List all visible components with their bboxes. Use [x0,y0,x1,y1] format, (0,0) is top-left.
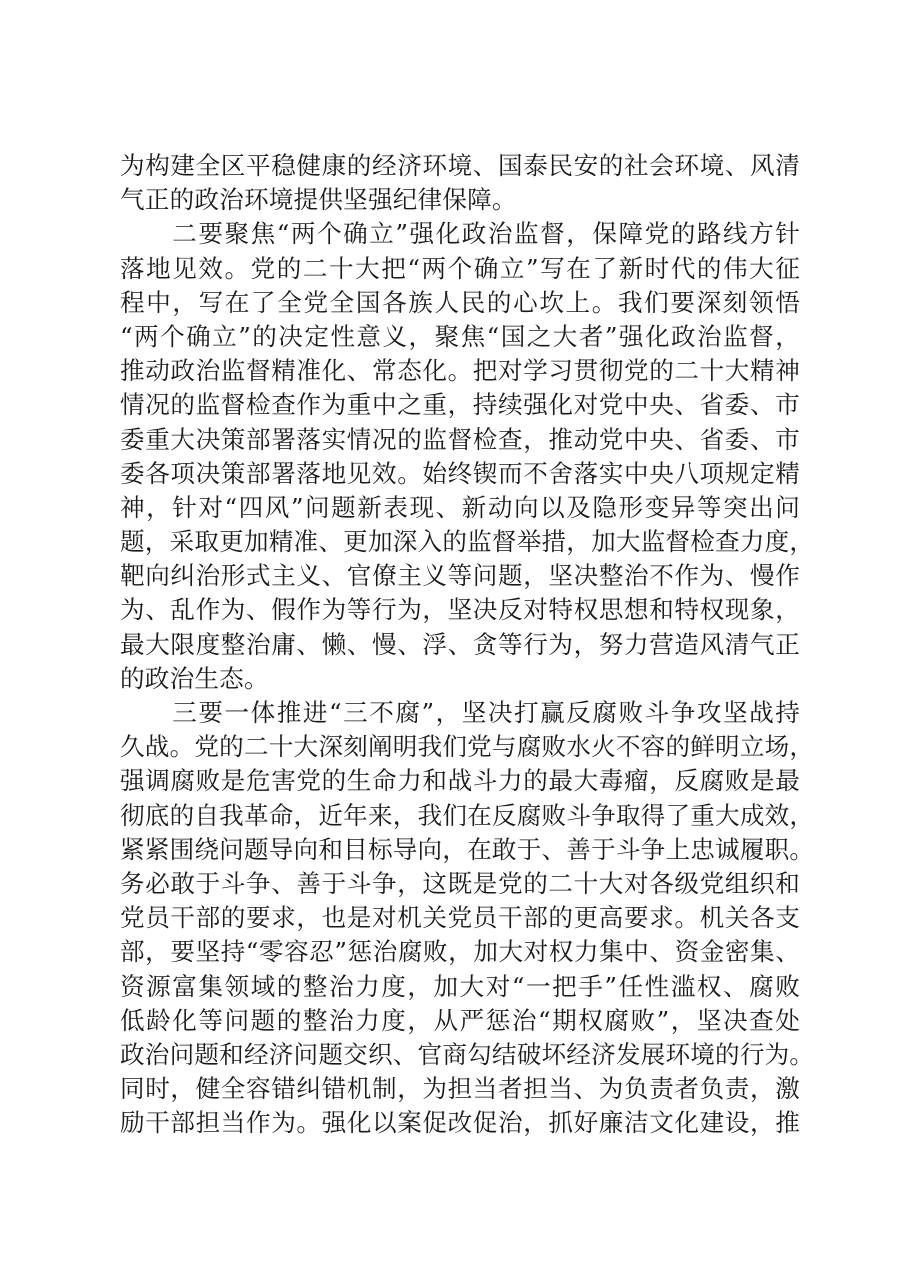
paragraph-start-line: 二要聚焦“两个确立”强化政治监督，保障党的路线方针 [120,219,800,249]
text-line: 久战。党的二十大深刻阐明我们党与腐败水火不容的鲜明立场， [120,732,815,762]
text-line: 情况的监督检查作为重中之重，持续强化对党中央、省委、市 [120,390,800,420]
text-line: 推动政治监督精准化、常态化。把对学习贯彻党的二十大精神 [120,356,800,386]
text-line: 题，采取更加精准、更加深入的监督举措，加大监督检查力度， [120,527,815,557]
text-line: 资源富集领域的整治力度，加大对“一把手”任性滥权、腐败 [120,971,800,1001]
text-line: 委重大决策部署落实情况的监督检查，推动党中央、省委、市 [120,424,800,454]
text-line: 的政治生态。 [120,663,269,693]
text-line: 最大限度整治庸、懒、慢、浮、贪等行为，努力营造风清气正 [120,629,800,659]
text-line: 务必敢于斗争、善于斗争，这既是党的二十大对各级党组织和 [120,868,800,898]
text-line: 政治问题和经济问题交织、官商勾结破坏经济发展环境的行为。 [120,1039,815,1069]
text-line: 励干部担当作为。强化以案促改促治，抓好廉洁文化建设，推 [120,1108,800,1138]
text-line: 为构建全区平稳健康的经济环境、国泰民安的社会环境、风清 [120,151,800,180]
text-line: 落地见效。党的二十大把“两个确立”写在了新时代的伟大征 [120,253,800,283]
text-line: 强调腐败是危害党的生命力和战斗力的最大毒瘤，反腐败是最 [120,766,800,796]
paragraph-start-line: 三要一体推进“三不腐”，坚决打赢反腐败斗争攻坚战持 [120,698,800,727]
text-line: 靶向纠治形式主义、官僚主义等问题，坚决整治不作为、慢作 [120,561,800,591]
text-line: 同时，健全容错纠错机制，为担当者担当、为负责者负责，激 [120,1074,800,1104]
text-line: 气正的政治环境提供坚强纪律保障。 [120,185,517,215]
text-line: 紧紧围绕问题导向和目标导向，在敢于、善于斗争上忠诚履职。 [120,834,815,864]
text-line: 低龄化等问题的整治力度，从严惩治“期权腐败”，坚决查处 [120,1005,800,1035]
text-line: 为、乱作为、假作为等行为，坚决反对特权思想和特权现象， [120,595,800,625]
body-text [120,149,815,1140]
text-line: 神，针对“四风”问题新表现、新动向以及隐形变异等突出问 [120,492,800,522]
text-line: 党员干部的要求，也是对机关党员干部的更高要求。机关各支 [120,903,800,933]
text-line: 程中，写在了全党全国各族人民的心坎上。我们要深刻领悟 [120,287,800,317]
text-line: 委各项决策部署落地见效。始终锲而不舍落实中央八项规定精 [120,458,800,488]
text-line: “两个确立”的决定性意义，聚焦“国之大者”强化政治监督， [120,321,800,351]
text-line: 部，要坚持“零容忍”惩治腐败，加大对权力集中、资金密集、 [120,937,800,967]
text-line: 彻底的自我革命，近年来，我们在反腐败斗争取得了重大成效， [120,800,815,830]
